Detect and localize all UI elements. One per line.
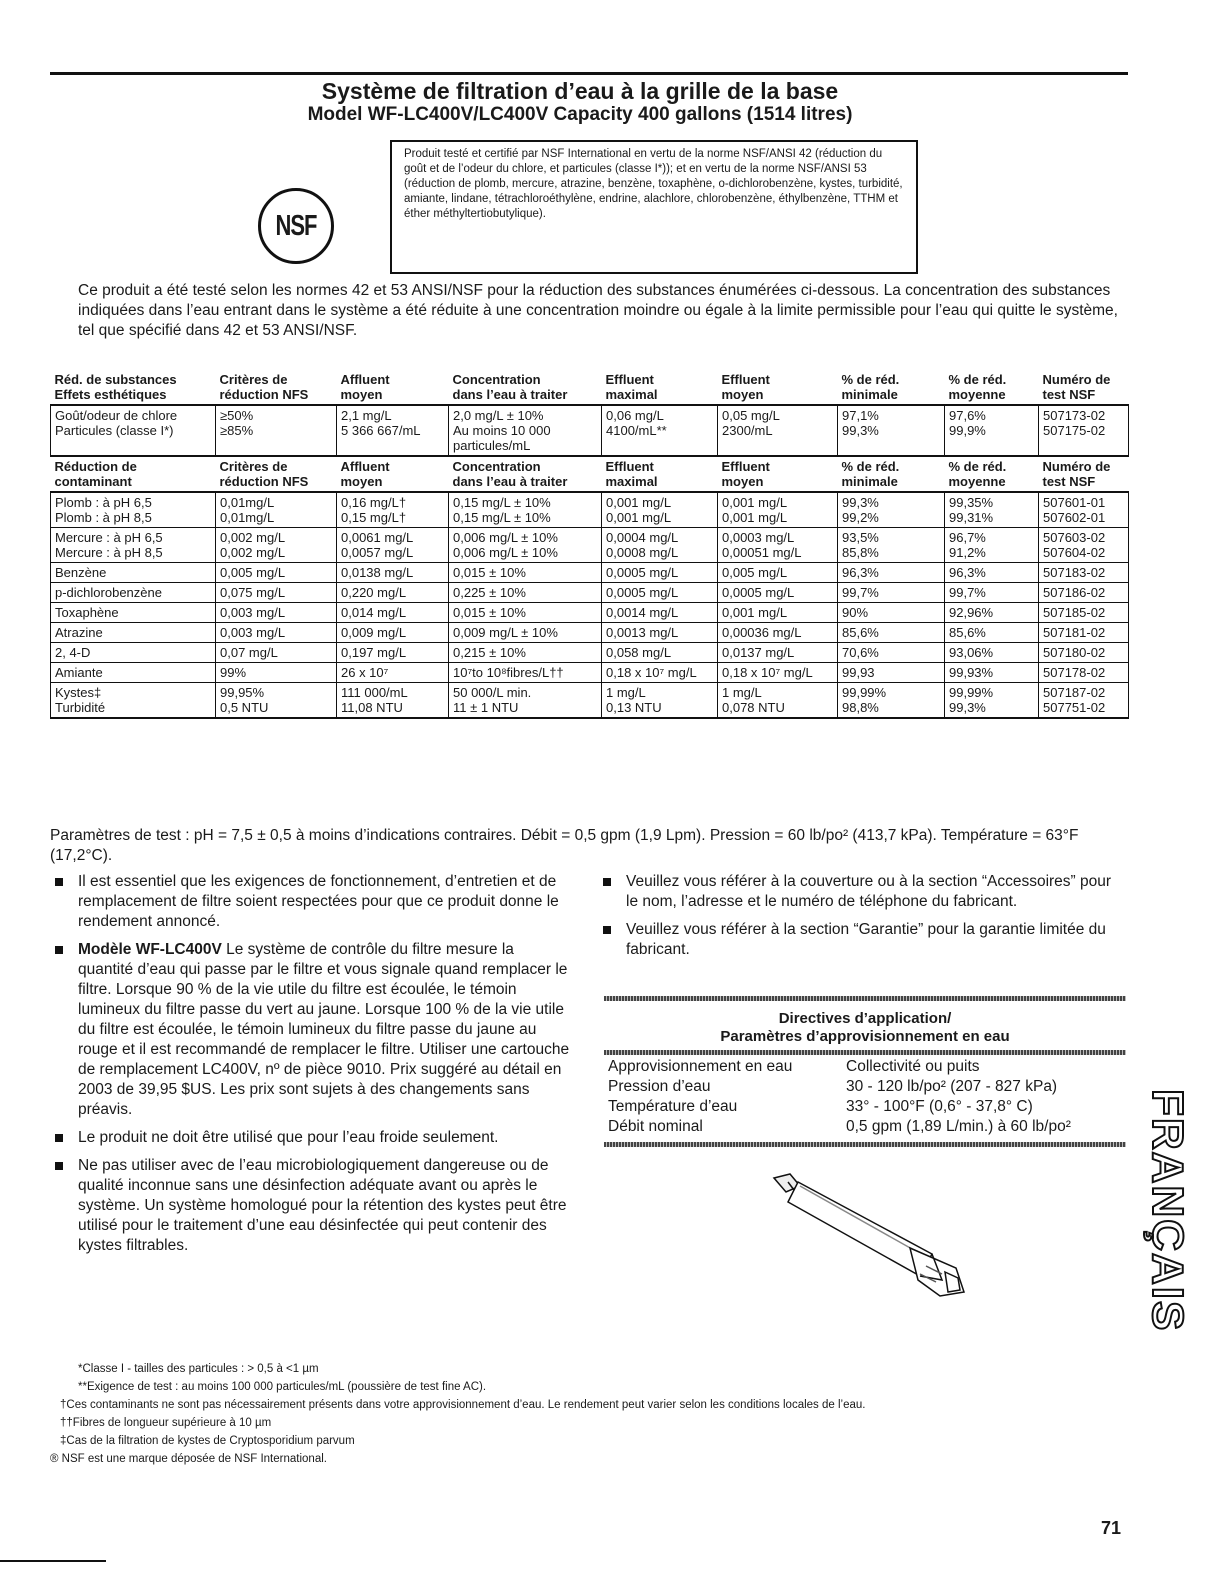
table-cell: 99,99% 99,3% [945,683,1039,719]
table-cell: 50 000/L min. 11 ± 1 NTU [449,683,602,719]
table-cell: 507187-02 507751-02 [1039,683,1129,719]
directive-label: Débit nominal [608,1118,703,1135]
directives-title-line1: Directives d’application/ [778,1010,952,1027]
table-cell: 0,003 mg/L [216,603,337,623]
table-cell: 96,7% 91,2% [945,528,1039,563]
table-cell: 0,014 mg/L [337,603,449,623]
nsf-logo-icon [258,188,334,264]
table-cell: 0,16 mg/L† 0,15 mg/L† [337,492,449,528]
directive-label: Température d’eau [608,1098,738,1115]
directives-bottom-rule [604,1142,1126,1147]
table-cell: 0,0004 mg/L 0,0008 mg/L [602,528,718,563]
column-header: Affluent moyen [337,370,449,405]
table-cell: 0,15 mg/L ± 10% 0,15 mg/L ± 10% [449,492,602,528]
table-cell: 0,05 mg/L 2300/mL [718,405,838,456]
table-cell: ≥50% ≥85% [216,405,337,456]
bullets-right [598,872,1126,968]
directive-row [604,1077,1126,1097]
bullet-square-icon [603,926,611,934]
table-row [51,528,1129,563]
table-cell: 2,1 mg/L 5 366 667/mL [337,405,449,456]
test-parameters: Paramètres de test : pH = 7,5 ± 0,5 à moins d’indications contraires. Débit = 0,5 gpm (1,9 Lpm). Pression = 60 lb/po² (413,7 kPa). Température = 63°F (17,2°C). [50,827,1079,864]
table-cell: 0,00036 mg/L [718,623,838,643]
table-cell: p-dichlorobenzène [51,583,216,603]
table-cell: 0,01mg/L 0,01mg/L [216,492,337,528]
table-row [51,492,1129,528]
table-cell: Atrazine [51,623,216,643]
table-cell: 1 mg/L 0,078 NTU [718,683,838,719]
table-header-contaminant [51,456,1129,492]
table-cell: 507603-02 507604-02 [1039,528,1129,563]
column-header: Effluent moyen [718,456,838,492]
table-row [51,623,1129,643]
table-cell: 99,99% 98,8% [838,683,945,719]
table-cell: 507186-02 [1039,583,1129,603]
column-header: % de réd. moyenne [945,370,1039,405]
directives-table [604,1057,1126,1137]
column-header: Réd. de substances Effets esthétiques [51,370,216,405]
column-header: Concentration dans l’eau à traiter [449,456,602,492]
table-cell: 0,0005 mg/L [718,583,838,603]
page-subtitle: Model WF-LC400V/LC400V Capacity 400 gallons (1514 litres) [307,104,853,125]
bullet-text: Veuillez vous référer à la couverture ou à la section “Accessoires” pour le nom, l’adresse et le numéro de téléphone du fabricant. [626,873,1112,910]
column-header: Effluent maximal [602,370,718,405]
top-rule [50,72,1128,75]
table-cell: 0,009 mg/L [337,623,449,643]
column-header: Numéro de test NSF [1039,456,1129,492]
table-cell: 0,07 mg/L [216,643,337,663]
directives-title-line2: Paramètres d’approvisionnement en eau [720,1028,1010,1045]
table-row [51,663,1129,683]
table-cell: 507173-02 507175-02 [1039,405,1129,456]
table-cell: 0,001 mg/L 0,001 mg/L [602,492,718,528]
bullet-square-icon [55,946,63,954]
table-cell: 2,0 mg/L ± 10% Au moins 10 000 particules/mL [449,405,602,456]
table-cell: 507178-02 [1039,663,1129,683]
table-cell: 0,0138 mg/L [337,563,449,583]
certification-box: Produit testé et certifié par NSF International en vertu de la norme NSF/ANSI 42 (réduction du goût et de l’odeur du chlore, et particules (classe I*)); et en vertu de la norme NSF/ANSI 53 (réduction de plomb, mercure, atrazine, benzène, toxaphène, o-dichlorobenzène, kystes, turbidité, amiante, lindane, tétrachloroéthylène, endrine, alachlore, chlorobenzène, éthylbenzène, TTHM et éther méthyltertiobutylique). [390,140,918,274]
table-cell: 0,005 mg/L [216,563,337,583]
table-cell: 92,96% [945,603,1039,623]
table-cell: 0,0003 mg/L 0,00051 mg/L [718,528,838,563]
column-header: Réduction de contaminant [51,456,216,492]
table-cell: 85,6% [945,623,1039,643]
column-header: % de réd. moyenne [945,456,1039,492]
directive-row [604,1057,1126,1077]
table-cell: 507185-02 [1039,603,1129,623]
directive-value: 30 - 120 lb/po² (207 - 827 kPa) [846,1078,1058,1095]
table-cell: 93,5% 85,8% [838,528,945,563]
table-cell: 507183-02 [1039,563,1129,583]
table-row [51,563,1129,583]
table-cell: 97,1% 99,3% [838,405,945,456]
footnote: ® NSF est une marque déposée de NSF International. [50,1453,327,1465]
bullet-item [50,1128,570,1148]
table-cell: Benzène [51,563,216,583]
bullet-text: Veuillez vous référer à la section “Garantie” pour la garantie limitée du fabricant. [626,921,1106,958]
language-side-tab: FRANÇAIS [1143,1089,1192,1333]
table-cell: 0,001 mg/L 0,001 mg/L [718,492,838,528]
table-row [51,643,1129,663]
table-cell: 99,7% [945,583,1039,603]
table-cell: 26 x 10⁷ [337,663,449,683]
footnotes [50,1362,1110,1470]
directives-mid-rule [604,1050,1126,1055]
table-cell: Goût/odeur de chlore Particules (classe I*) [51,405,216,456]
footnote: †Ces contaminants ne sont pas nécessairement présents dans votre approvisionnement d’eau. Le rendement peut varier selon les conditions locales de l’eau. [60,1399,866,1411]
directives-top-rule [604,996,1126,1001]
table-row [51,683,1129,719]
table-cell: 0,002 mg/L 0,002 mg/L [216,528,337,563]
table-row [51,405,1129,456]
table-cell: 0,0061 mg/L 0,0057 mg/L [337,528,449,563]
table-cell: 99,35% 99,31% [945,492,1039,528]
table-cell: 0,006 mg/L ± 10% 0,006 mg/L ± 10% [449,528,602,563]
table-cell: 99,95% 0,5 NTU [216,683,337,719]
column-header: Effluent maximal [602,456,718,492]
table-cell: 99,3% 99,2% [838,492,945,528]
footnote: ††Fibres de longueur supérieure à 10 µm [60,1417,272,1429]
table-cell: Mercure : à pH 6,5 Mercure : à pH 8,5 [51,528,216,563]
directive-value: 0,5 gpm (1,89 L/min.) à 60 lb/po² [846,1118,1071,1135]
column-header: Affluent moyen [337,456,449,492]
column-header: % de réd. minimale [838,456,945,492]
table-cell: 0,197 mg/L [337,643,449,663]
intro-paragraph: Ce produit a été testé selon les normes 42 et 53 ANSI/NSF pour la réduction des substances énumérées ci-dessous. La concentration des substances indiquées dans l’eau entrant dans le système a été réduite à une concentration moindre ou égale à la limite permissible pour l’eau qui quitte le système, tel que spécifié dans 42 et 53 ANSI/NSF. [78,282,1118,339]
column-header: Numéro de test NSF [1039,370,1129,405]
bullet-item [598,872,1126,912]
performance-table [50,370,1129,719]
column-header: Critères de réduction NFS [216,370,337,405]
bullet-text: Le système de contrôle du filtre mesure la quantité d’eau qui passe par le filtre et vous signale quand remplacer le filtre. Lorsque 90 % de la vie utile du filtre est écoulée, le témoin lumineux du filtre passe du vert au jaune. Lorsque 100 % de la vie utile du filtre est écoulée, le témoin lumineux du filtre passe du jaune au rouge et il est recommandé de remplacer le filtre. Utiliser une cartouche de remplacement LC400V, nº de pièce 9010. Prix suggéré au détail en 2003 de 39,95 $US. Les prix sont sujets à des changements sans préavis. [78,941,570,1118]
bullet-item [50,1156,570,1256]
table-row [51,583,1129,603]
table-cell: 85,6% [838,623,945,643]
table-cell: 0,18 x 10⁷ mg/L [718,663,838,683]
bullet-item [598,920,1126,960]
directive-row [604,1117,1126,1137]
table-cell: 90% [838,603,945,623]
table-cell: 0,215 ± 10% [449,643,602,663]
table-cell: 507180-02 [1039,643,1129,663]
table-cell: 0,0005 mg/L [602,583,718,603]
table-cell: 0,0013 mg/L [602,623,718,643]
table-cell: 1 mg/L 0,13 NTU [602,683,718,719]
table-cell: 507601-01 507602-01 [1039,492,1129,528]
table-cell: 0,015 ± 10% [449,563,602,583]
directives-title [604,1010,1126,1046]
table-row [51,603,1129,623]
bullet-square-icon [603,878,611,886]
bullet-bold-lead: Modèle WF-LC400V [78,941,222,958]
bullet-square-icon [55,878,63,886]
table-cell: Amiante [51,663,216,683]
table-cell: 0,06 mg/L 4100/mL** [602,405,718,456]
bullet-item [50,872,570,932]
table-cell: 111 000/mL 11,08 NTU [337,683,449,719]
table-cell: Kystes‡ Turbidité [51,683,216,719]
column-header: Concentration dans l’eau à traiter [449,370,602,405]
directive-value: Collectivité ou puits [846,1058,980,1075]
footnote: *Classe I - tailles des particules : > 0,5 à <1 µm [78,1363,319,1375]
nsf-logo-text: NSF [275,209,317,242]
table-cell: 99,93% [945,663,1039,683]
table-cell: Toxaphène [51,603,216,623]
table-cell: 0,005 mg/L [718,563,838,583]
table-cell: 0,009 mg/L ± 10% [449,623,602,643]
table-cell: 507181-02 [1039,623,1129,643]
bullet-text: Le produit ne doit être utilisé que pour l’eau froide seulement. [78,1129,499,1146]
bullet-text: Il est essentiel que les exigences de fonctionnement, d’entretien et de remplacement de filtre soient respectées pour que ce produit donne le rendement annoncé. [78,873,559,930]
column-header: % de réd. minimale [838,370,945,405]
table-cell: 0,075 mg/L [216,583,337,603]
table-cell: 99% [216,663,337,683]
table-cell: 0,220 mg/L [337,583,449,603]
table-cell: 0,0137 mg/L [718,643,838,663]
table-cell: 96,3% [945,563,1039,583]
table-cell: 0,18 x 10⁷ mg/L [602,663,718,683]
water-filter-cartridge-icon [760,1168,980,1298]
bullets-left [50,872,570,1264]
table-cell: 0,058 mg/L [602,643,718,663]
table-cell: 0,003 mg/L [216,623,337,643]
table-cell: 0,225 ± 10% [449,583,602,603]
bullet-square-icon [55,1162,63,1170]
table-cell: 70,6% [838,643,945,663]
table-cell: 93,06% [945,643,1039,663]
page-number: 71 [1101,1518,1122,1538]
footnote: ‡Cas de la filtration de kystes de Cryptosporidium parvum [60,1435,355,1447]
directive-value: 33° - 100°F (0,6° - 37,8° C) [846,1098,1033,1115]
table-cell: 97,6% 99,9% [945,405,1039,456]
footnote: **Exigence de test : au moins 100 000 particules/mL (poussière de test fine AC). [78,1381,487,1393]
table-cell: 0,0014 mg/L [602,603,718,623]
directive-label: Pression d’eau [608,1078,711,1095]
table-cell: 0,001 mg/L [718,603,838,623]
table-cell: 0,0005 mg/L [602,563,718,583]
table-cell: 99,93 [838,663,945,683]
table-cell: 2, 4-D [51,643,216,663]
page-title: Système de filtration d’eau à la grille de la base [321,78,839,104]
bullet-text: Ne pas utiliser avec de l’eau microbiologiquement dangereuse ou de qualité inconnue sans une désinfection adéquate avant ou après le système. Un système homologué pour la rétention des kystes peut être utilisé pour le traitement d’une eau désinfectée qui peut contenir des kystes filtrables. [78,1157,567,1254]
bullet-item [50,940,570,1120]
directive-label: Approvisionnement en eau [608,1058,793,1075]
table-cell: 99,7% [838,583,945,603]
bullet-square-icon [55,1134,63,1142]
table-cell: 0,015 ± 10% [449,603,602,623]
bottom-rule [0,1560,106,1562]
table-header-aesthetic [51,370,1129,405]
directive-row [604,1097,1126,1117]
table-cell: Plomb : à pH 6,5 Plomb : à pH 8,5 [51,492,216,528]
table-cell: 96,3% [838,563,945,583]
column-header: Effluent moyen [718,370,838,405]
table-cell: 10⁷to 10⁸fibres/L†† [449,663,602,683]
column-header: Critères de réduction NFS [216,456,337,492]
